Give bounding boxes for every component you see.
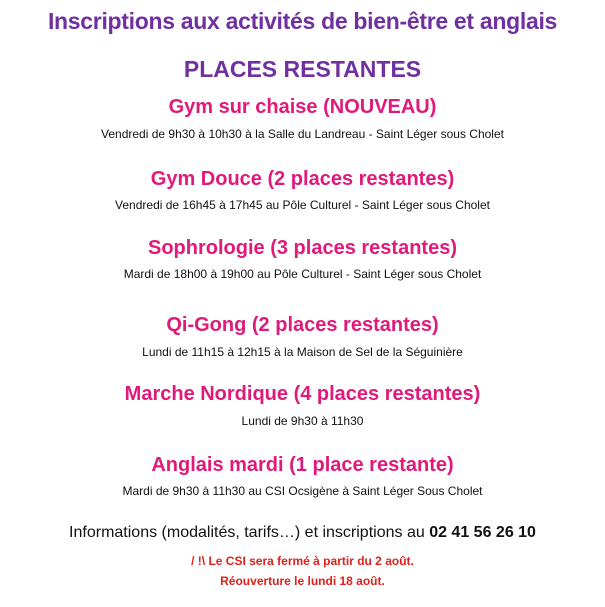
- activity-name-gym-douce: Gym Douce (2 places restantes): [150, 168, 455, 190]
- activity-detail-gym-douce: Vendredi de 16h45 à 17h45 au Pôle Culturel - Saint Léger sous Cholet: [115, 198, 490, 212]
- activity-name-anglais: Anglais mardi (1 place restante): [151, 454, 454, 476]
- info-text: Informations (modalités, tarifs…) et inscriptions au: [69, 524, 425, 541]
- page-subtitle: PLACES RESTANTES: [183, 56, 422, 82]
- info-line: [0, 524, 605, 542]
- activity-name-gym-chaise: Gym sur chaise (NOUVEAU): [168, 96, 437, 118]
- activity-name-qigong: Qi-Gong (2 places restantes): [166, 314, 439, 336]
- phone-number: 02 41 56 26 10: [429, 524, 536, 541]
- activity-detail-marche-nordique: Lundi de 9h30 à 11h30: [241, 414, 364, 428]
- reopening-notice: Réouverture le lundi 18 août.: [220, 574, 385, 588]
- activity-detail-gym-chaise: Vendredi de 9h30 à 10h30 à la Salle du Landreau - Saint Léger sous Cholet: [101, 127, 504, 141]
- activity-detail-qigong: Lundi de 11h15 à 12h15 à la Maison de Sel de la Séguinière: [142, 345, 463, 359]
- activity-detail-sophrologie: Mardi de 18h00 à 19h00 au Pôle Culturel - Saint Léger sous Cholet: [123, 267, 482, 281]
- activity-detail-anglais: Mardi de 9h30 à 11h30 au CSI Ocsigène à Saint Léger Sous Cholet: [122, 484, 483, 498]
- closure-notice: / !\ Le CSI sera fermé à partir du 2 août.: [191, 554, 414, 568]
- activity-name-sophrologie: Sophrologie (3 places restantes): [148, 237, 457, 259]
- page-title: Inscriptions aux activités de bien-être et anglais: [47, 8, 558, 34]
- activity-name-marche-nordique: Marche Nordique (4 places restantes): [124, 383, 481, 405]
